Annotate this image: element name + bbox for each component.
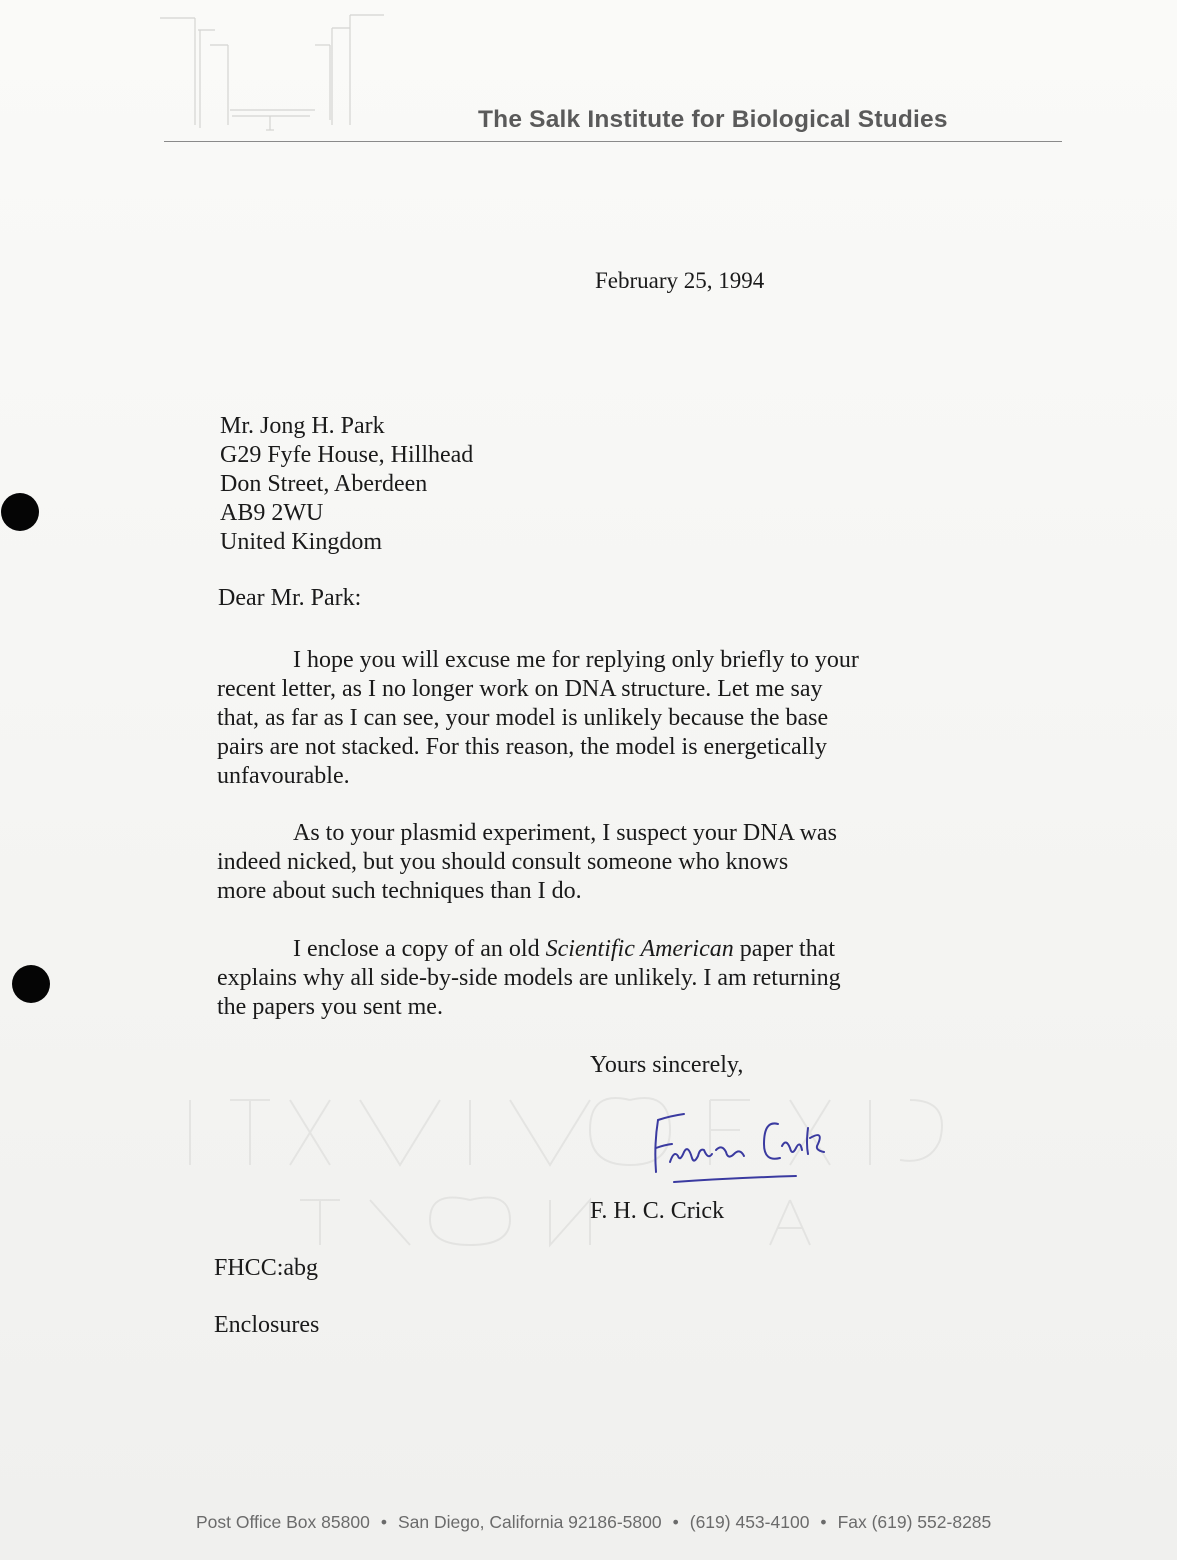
paper-watermark xyxy=(170,1080,970,1250)
body-paragraph-3 xyxy=(217,935,977,1022)
paragraph-line xyxy=(217,935,977,964)
address-line: G29 Fyfe House, Hillhead xyxy=(220,442,474,468)
punch-hole xyxy=(12,965,50,1003)
paragraph-line: more about such techniques than I do. xyxy=(217,878,582,904)
punch-hole xyxy=(1,493,39,531)
institution-name: The Salk Institute for Biological Studies xyxy=(478,106,948,133)
footer-po-box: Post Office Box 85800 xyxy=(196,1512,370,1532)
footer-phone: (619) 453-4100 xyxy=(689,1512,810,1532)
paragraph-line: As to your plasmid experiment, I suspect your DNA was xyxy=(293,820,837,846)
header-divider xyxy=(164,141,1062,142)
reference-initials: FHCC:abg xyxy=(214,1255,319,1281)
body-paragraph-1 xyxy=(217,646,977,791)
paragraph-line: that, as far as I can see, your model is unlikely because the base xyxy=(217,705,829,731)
paragraph-line: the papers you sent me. xyxy=(217,994,443,1020)
bullet-separator: • xyxy=(380,1512,387,1532)
paragraph-line: I hope you will excuse me for replying only briefly to your xyxy=(293,647,859,673)
letterhead-footer xyxy=(196,1512,991,1533)
footer-city: San Diego, California 92186-5800 xyxy=(397,1512,662,1532)
closing: Yours sincerely, xyxy=(590,1052,744,1078)
body-paragraph-2 xyxy=(217,819,977,906)
address-line: Don Street, Aberdeen xyxy=(220,471,428,497)
salk-institute-logo xyxy=(160,10,390,135)
address-line: Mr. Jong H. Park xyxy=(220,413,385,439)
address-line: AB9 2WU xyxy=(220,500,324,526)
signer-name: F. H. C. Crick xyxy=(590,1198,725,1224)
paragraph-text: paper that xyxy=(733,936,836,962)
letter-date: February 25, 1994 xyxy=(595,268,765,293)
paragraph-line: indeed nicked, but you should consult someone who knows xyxy=(217,849,789,875)
recipient-address xyxy=(220,412,473,557)
paragraph-line: recent letter, as I no longer work on DNA structure. Let me say xyxy=(217,676,823,702)
salutation: Dear Mr. Park: xyxy=(218,585,362,611)
enclosures-note: Enclosures xyxy=(214,1312,320,1338)
paragraph-text: I enclose a copy of an old xyxy=(293,936,546,962)
bullet-separator: • xyxy=(672,1512,679,1532)
footer-fax: Fax (619) 552-8285 xyxy=(837,1512,992,1532)
paragraph-line: explains why all side-by-side models are unlikely. I am returning xyxy=(217,965,841,991)
paragraph-line: pairs are not stacked. For this reason, the model is energetically xyxy=(217,734,828,760)
journal-title: Scientific American xyxy=(545,936,734,962)
handwritten-signature xyxy=(640,1100,850,1190)
paragraph-line: unfavourable. xyxy=(217,763,350,789)
address-line: United Kingdom xyxy=(220,529,382,555)
bullet-separator: • xyxy=(820,1512,827,1532)
